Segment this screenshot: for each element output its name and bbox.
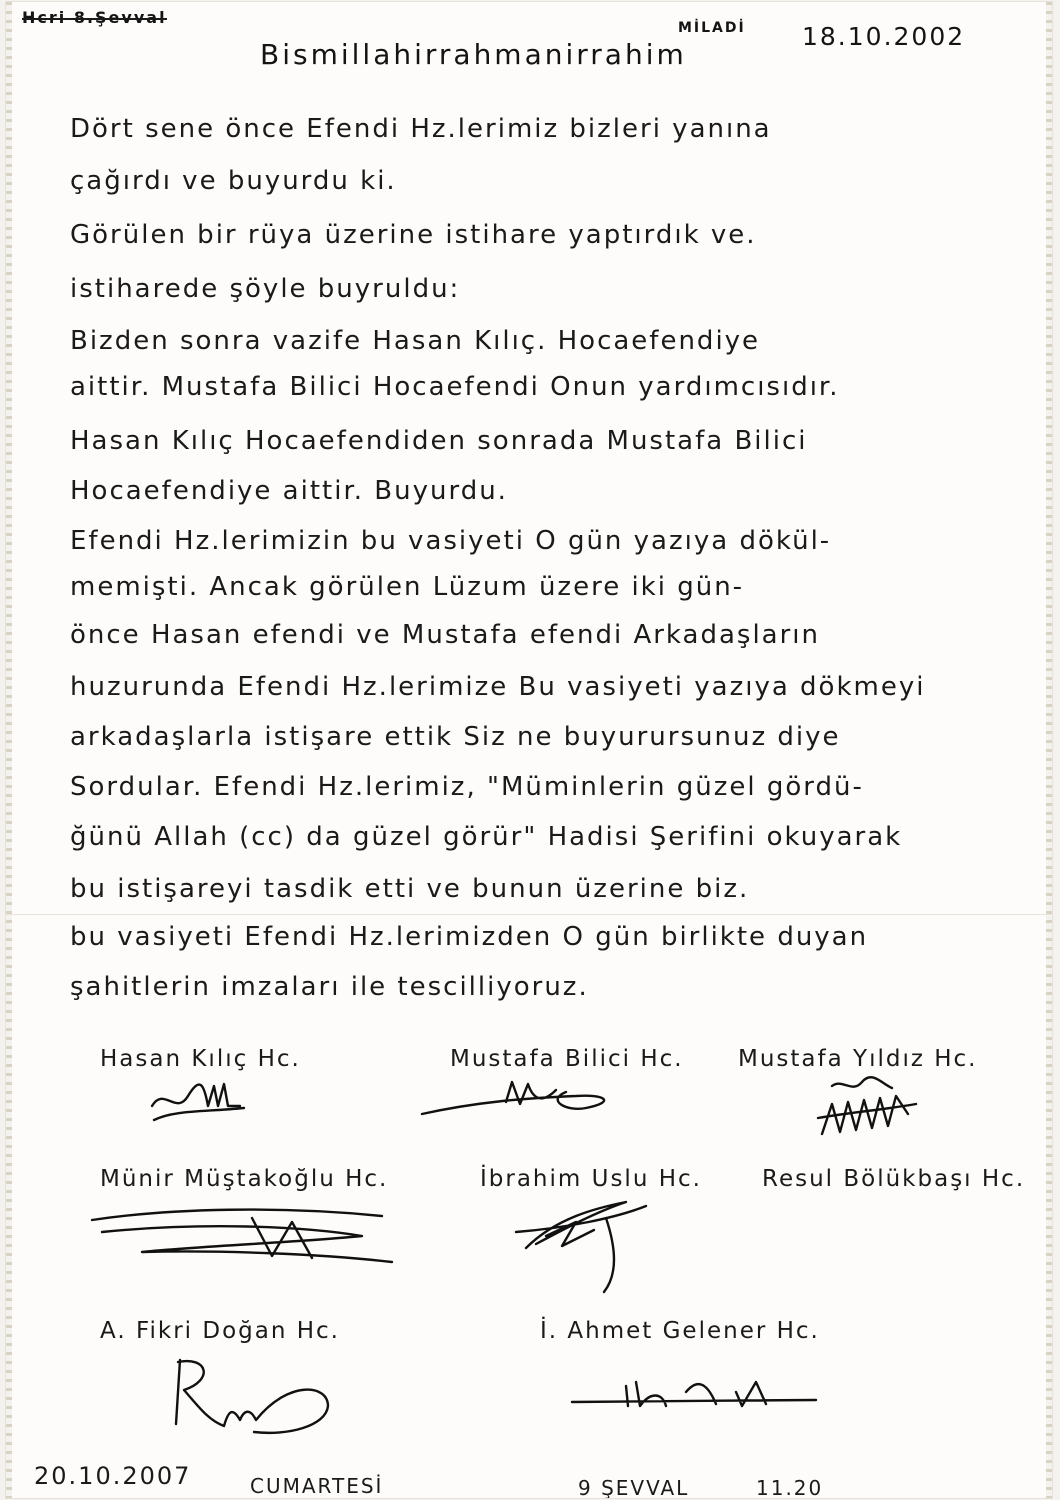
footer-day: CUMARTESİ xyxy=(250,1474,384,1498)
footer-hijri: 9 ŞEVVAL xyxy=(578,1476,690,1498)
body-line: çağırdı ve buyurdu ki. xyxy=(70,166,397,196)
body-line: memişti. Ancak görülen Lüzum üzere iki gün- xyxy=(70,572,745,602)
signature xyxy=(82,1192,402,1272)
signatory-name: Resul Bölükbaşı Hc. xyxy=(762,1166,1026,1192)
body-line: arkadaşlarla istişare ettik Siz ne buyurursunuz diye xyxy=(70,722,841,752)
signature xyxy=(566,1362,826,1422)
signatory-name: İbrahim Uslu Hc. xyxy=(480,1166,702,1192)
signatory-name: Mustafa Bilici Hc. xyxy=(450,1046,684,1072)
letter-sheet xyxy=(6,2,1052,1498)
body-line: Efendi Hz.lerimizin bu vasiyeti O gün yazıya dökül- xyxy=(70,526,832,556)
body-line: şahitlerin imzaları ile tescilliyoruz. xyxy=(70,972,589,1002)
perforated-edge-right xyxy=(1046,2,1052,1498)
signatory-name: Hasan Kılıç Hc. xyxy=(100,1046,301,1072)
signature xyxy=(158,1350,348,1440)
signature xyxy=(144,1076,254,1128)
body-line: önce Hasan efendi ve Mustafa efendi Arkadaşların xyxy=(70,620,820,650)
document-date: 18.10.2002 xyxy=(802,22,966,51)
signature xyxy=(506,1188,666,1298)
hijri-date-crossed xyxy=(22,8,167,27)
body-line: Sordular. Efendi Hz.lerimiz, "Müminlerin güzel gördü- xyxy=(70,772,864,802)
signatory-name: İ. Ahmet Gelener Hc. xyxy=(540,1318,820,1344)
body-line: Bizden sonra vazife Hasan Kılıç. Hocaefendiye xyxy=(70,326,761,356)
signature xyxy=(416,1072,626,1122)
perforated-edge-left xyxy=(6,2,12,1498)
body-line: huzurunda Efendi Hz.lerimize Bu vasiyeti yazıya dökmeyi xyxy=(70,672,926,702)
body-line: Hasan Kılıç Hocaefendiden sonrada Mustafa Bilici xyxy=(70,426,808,456)
fold-line xyxy=(6,914,1052,915)
body-line: aittir. Mustafa Bilici Hocaefendi Onun yardımcısıdır. xyxy=(70,372,840,402)
body-line: bu vasiyeti Efendi Hz.lerimizden O gün birlikte duyan xyxy=(70,922,869,952)
body-line: Görülen bir rüya üzerine istihare yaptırdık ve. xyxy=(70,220,757,250)
signature xyxy=(812,1074,922,1142)
footer-date: 20.10.2007 xyxy=(34,1462,192,1490)
footer-time: 11.20 xyxy=(756,1476,824,1498)
signatory-name: Münir Müştakoğlu Hc. xyxy=(100,1166,389,1192)
page-title: Bismillahirrahmanirrahim xyxy=(260,38,687,71)
miladi-label: MİLADİ xyxy=(678,20,746,36)
body-line: Hocaefendiye aittir. Buyurdu. xyxy=(70,476,508,506)
body-line: istiharede şöyle buyruldu: xyxy=(70,274,461,304)
signatory-name: Mustafa Yıldız Hc. xyxy=(738,1046,978,1072)
signatory-name: A. Fikri Doğan Hc. xyxy=(100,1318,340,1344)
body-line: bu istişareyi tasdik etti ve bunun üzerine biz. xyxy=(70,874,750,904)
body-line: ğünü Allah (cc) da güzel görür" Hadisi Şerifini okuyarak xyxy=(70,822,903,852)
body-line: Dört sene önce Efendi Hz.lerimiz bizleri yanına xyxy=(70,114,772,144)
